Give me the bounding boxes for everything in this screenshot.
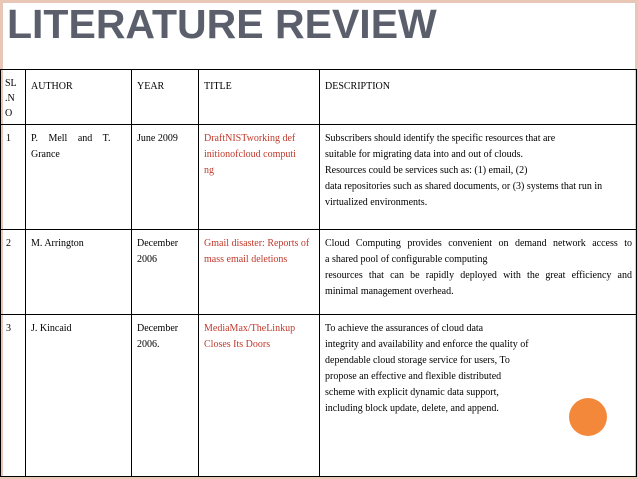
header-author: AUTHOR: [26, 70, 132, 125]
cell-sl: 1: [1, 125, 26, 230]
desc-line: resources that can be rapidly deployed with the great efficiency and: [325, 270, 632, 281]
cell-author: M. Arrington: [26, 230, 132, 315]
cell-description: [320, 315, 637, 477]
cell-sl: 2: [1, 230, 26, 315]
literature-review-table: [0, 69, 637, 477]
header-title: TITLE: [199, 70, 320, 125]
table-row: [1, 125, 637, 230]
cell-year: December 2006.: [132, 315, 199, 477]
cell-title-text: DraftNISTworking definitionofcloud computing: [204, 133, 296, 176]
desc-line: a shared pool of configurable computing: [325, 254, 488, 265]
table-header-row: [1, 70, 637, 125]
cell-title: Gmail disaster: Reports of mass email deletions: [199, 230, 320, 315]
desc-line: data repositories such as shared documents, or (3) systems that run in: [325, 181, 603, 192]
cell-title: [199, 125, 320, 230]
desc-line: To achieve the assurances of cloud data: [325, 323, 484, 334]
desc-line: integrity and availability and enforce the quality of: [325, 339, 529, 350]
cell-title: MediaMax/TheLinkup Closes Its Doors: [199, 315, 320, 477]
header-year: YEAR: [132, 70, 199, 125]
slide-title: LITERATURE REVIEW: [7, 1, 437, 47]
desc-line: propose an effective and flexible distributed: [325, 371, 502, 382]
header-sl-no: [1, 70, 26, 125]
desc-line: dependable cloud storage service for users, To: [325, 355, 510, 366]
cell-description: [320, 230, 637, 315]
desc-line: scheme with explicit dynamic data support,: [325, 387, 499, 398]
desc-line: suitable for migrating data into and out of clouds.: [325, 149, 524, 160]
desc-line: Subscribers should identify the specific resources that are: [325, 133, 556, 144]
cell-year: June 2009: [132, 125, 199, 230]
desc-line: virtualized environments.: [325, 197, 428, 208]
header-description: DESCRIPTION: [320, 70, 637, 125]
table-row: [1, 230, 637, 315]
cell-description: [320, 125, 637, 230]
desc-line: minimal management overhead.: [325, 286, 454, 297]
cell-author-text: P. Mell and T. Grance: [31, 133, 111, 160]
desc-line: including block update, delete, and append.: [325, 403, 499, 414]
cell-sl: 3: [1, 315, 26, 477]
cell-year: December 2006: [132, 230, 199, 315]
cell-author: [26, 125, 132, 230]
table-row: [1, 315, 637, 477]
decorative-orange-circle: [569, 398, 607, 436]
desc-line: Resources could be services such as: (1) email, (2): [325, 165, 528, 176]
header-sl-no-label: SL .N O: [5, 78, 17, 119]
desc-line: Cloud Computing provides convenient on demand network access to: [325, 238, 632, 249]
cell-author: J. Kincaid: [26, 315, 132, 477]
